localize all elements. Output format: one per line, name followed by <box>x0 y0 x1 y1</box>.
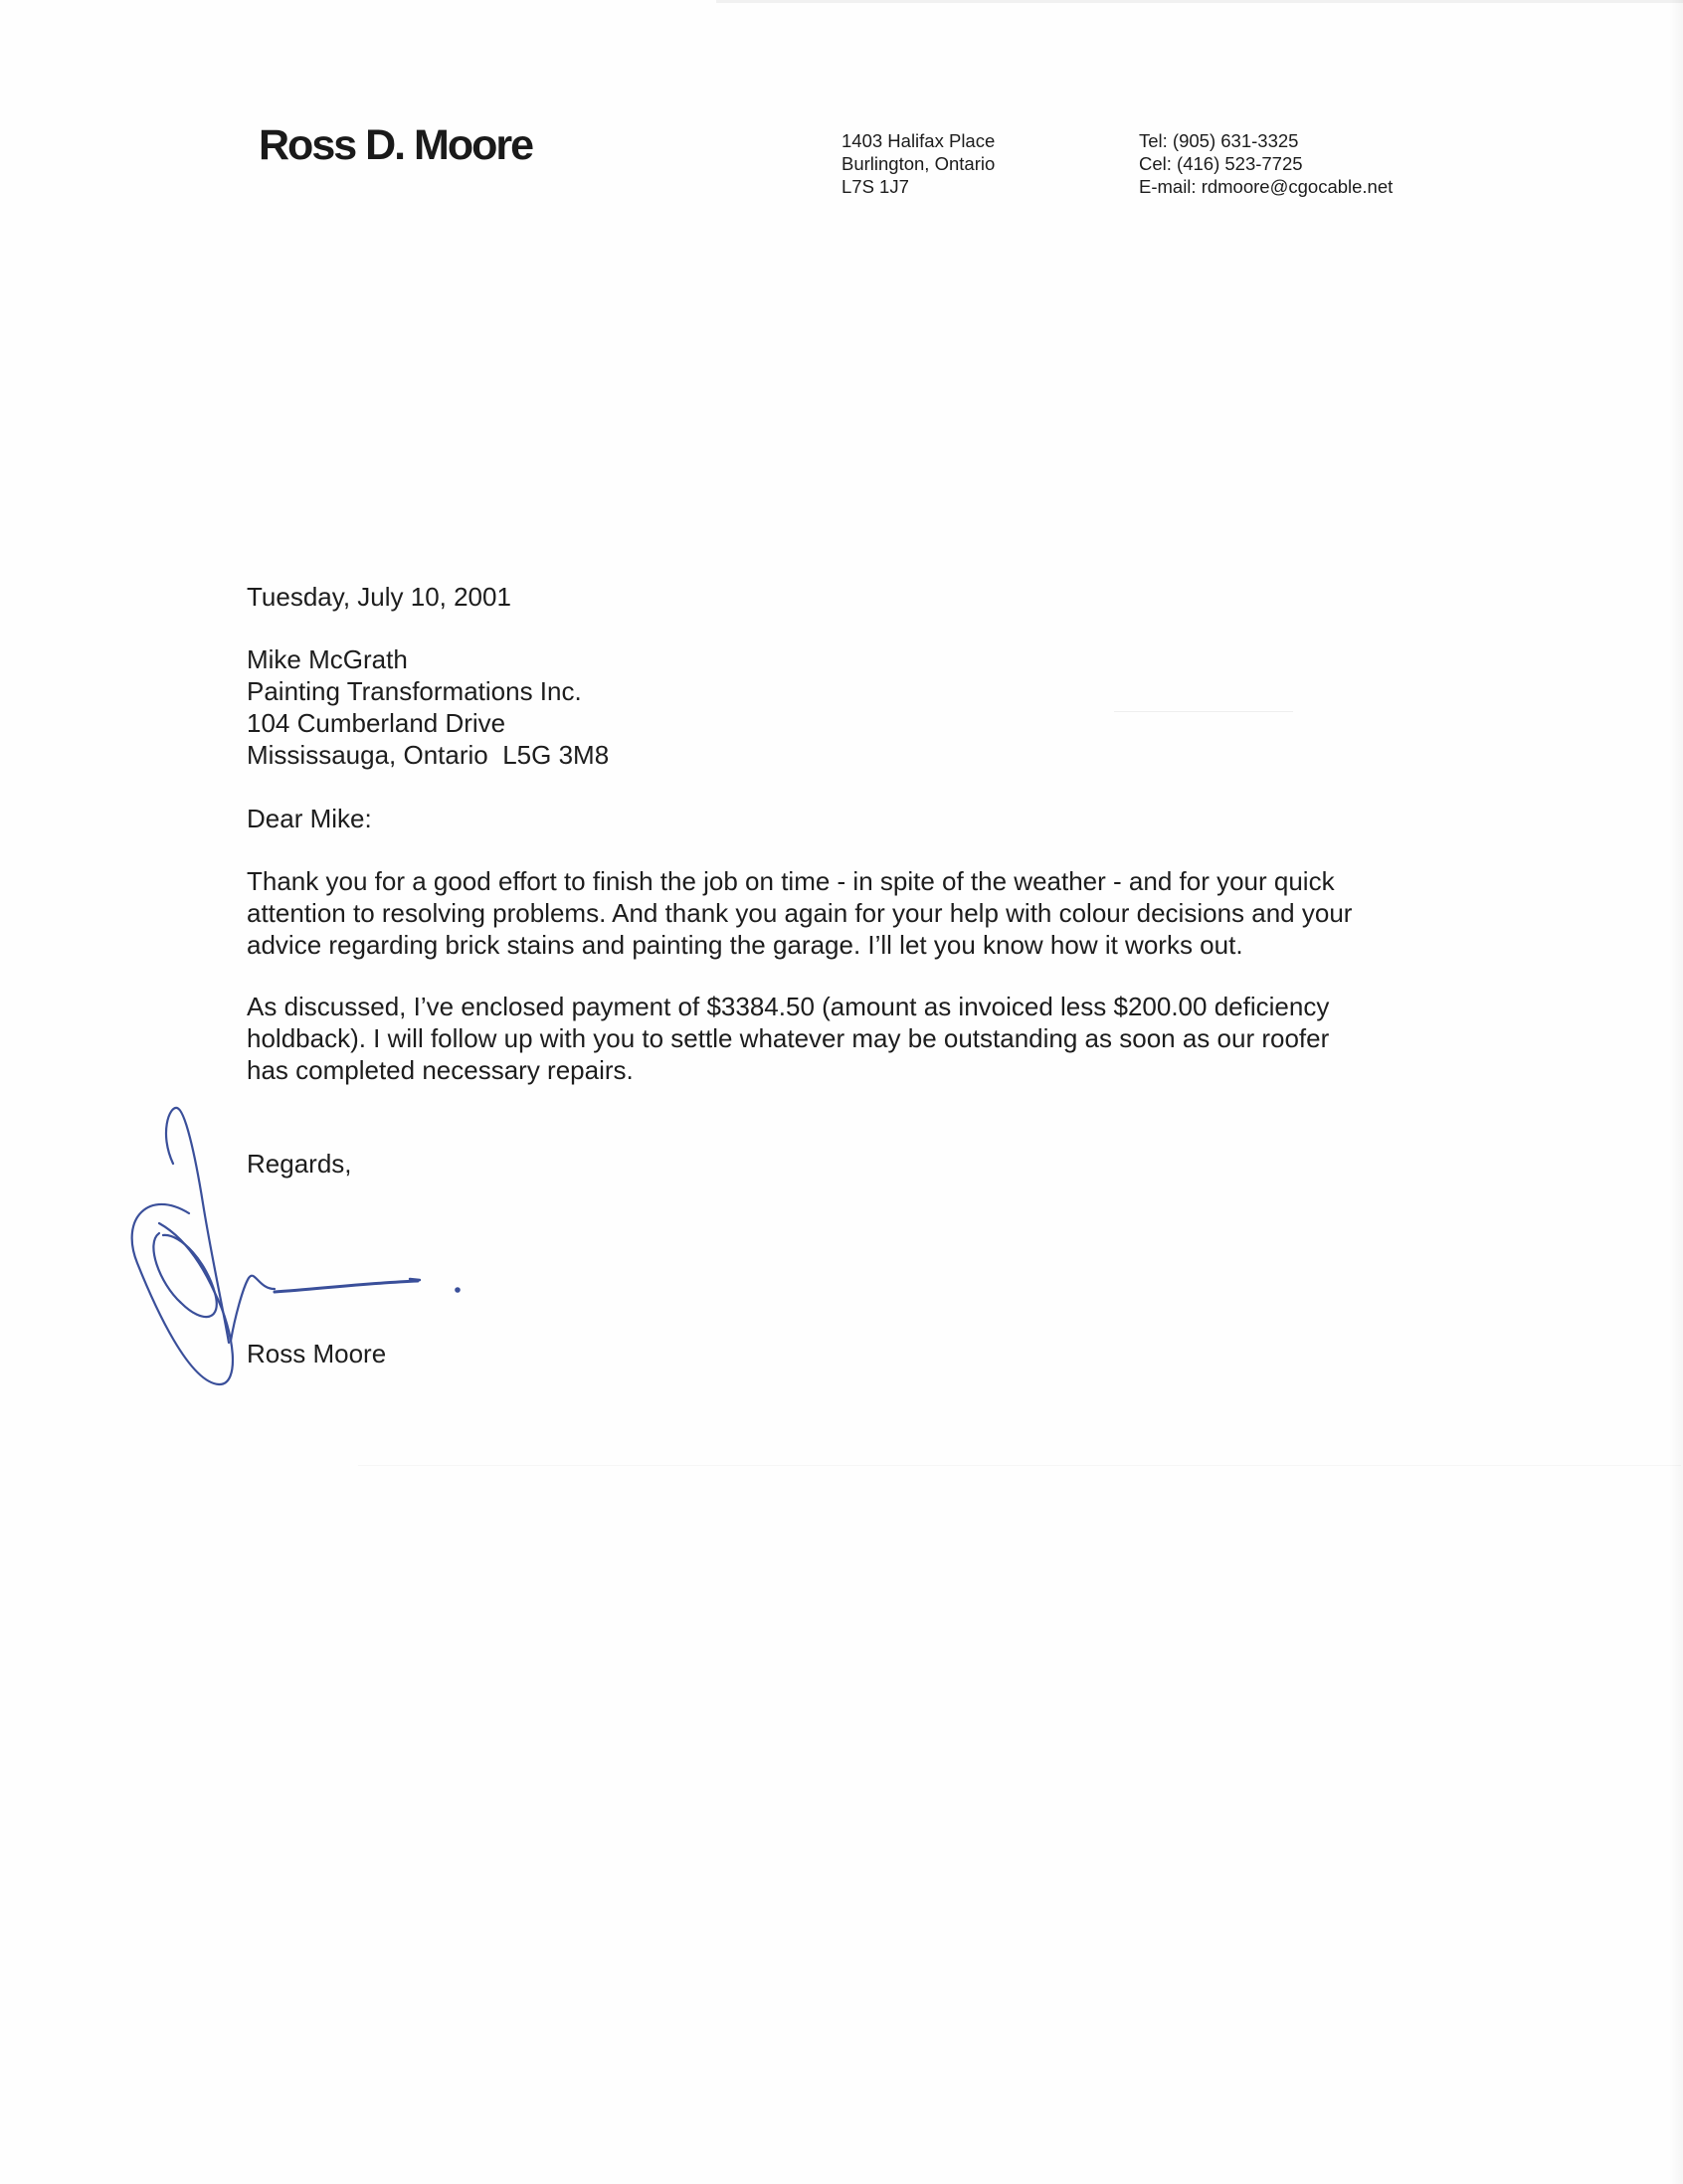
paragraph-1-line: attention to resolving problems. And thank you again for your help with colour decisions and your <box>247 898 1353 928</box>
scan-edge <box>1669 0 1683 2184</box>
salutation: Dear Mike: <box>247 804 372 833</box>
recipient-block <box>247 643 609 771</box>
signer-name: Ross Moore <box>247 1339 387 1368</box>
closing: Regards, <box>247 1149 352 1179</box>
paragraph-1-line: Thank you for a good effort to finish the job on time - in spite of the weather - and for your quick <box>247 866 1335 896</box>
paragraph-2 <box>247 991 1329 1086</box>
scan-edge-top <box>716 0 1683 3</box>
contact-email: E-mail: rdmoore@cgocable.net <box>1139 176 1394 197</box>
recipient-city: Mississauga, Ontario L5G 3M8 <box>247 740 610 770</box>
paragraph-1 <box>247 865 1352 961</box>
contact-cel: Cel: (416) 523-7725 <box>1139 153 1303 174</box>
letterhead-contact <box>1139 129 1393 198</box>
address-line-3: L7S 1J7 <box>842 176 909 197</box>
scan-mark <box>1114 711 1293 712</box>
paragraph-2-line: has completed necessary repairs. <box>247 1055 634 1085</box>
recipient-name: Mike McGrath <box>247 644 408 674</box>
scan-mark <box>358 1465 1681 1466</box>
paragraph-1-line: advice regarding brick stains and painting the garage. I’ll let you know how it works out. <box>247 930 1243 960</box>
paragraph-2-line: As discussed, I’ve enclosed payment of $3384.50 (amount as invoiced less $200.00 deficiency <box>247 992 1330 1021</box>
letterhead-name: Ross D. Moore <box>259 121 533 169</box>
address-line-2: Burlington, Ontario <box>842 153 996 174</box>
recipient-company: Painting Transformations Inc. <box>247 676 582 706</box>
address-line-1: 1403 Halifax Place <box>842 130 996 151</box>
letter-date: Tuesday, July 10, 2001 <box>247 582 511 612</box>
letterhead-address <box>842 129 995 198</box>
contact-tel: Tel: (905) 631-3325 <box>1139 130 1299 151</box>
paragraph-2-line: holdback). I will follow up with you to settle whatever may be outstanding as soon as our roofer <box>247 1023 1330 1053</box>
recipient-street: 104 Cumberland Drive <box>247 708 506 738</box>
